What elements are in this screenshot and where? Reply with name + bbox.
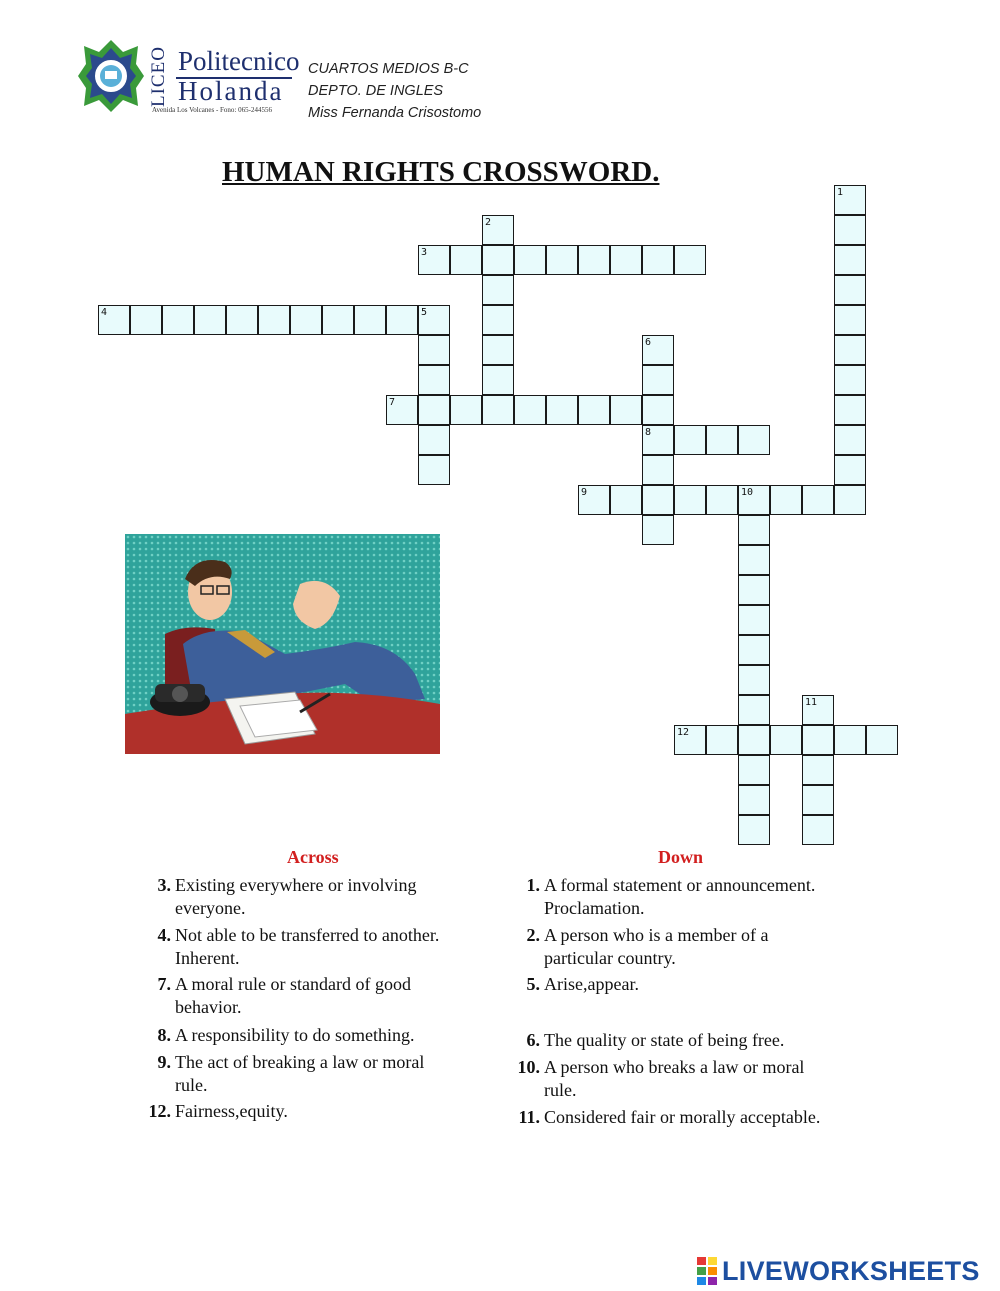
clue-number: 7. [157,974,171,994]
cell-number: 2 [485,217,492,228]
crossword-cell[interactable] [578,395,610,425]
logo-vertical-text: LICEO [148,46,169,108]
crossword-cell[interactable] [802,485,834,515]
crossword-cell[interactable] [418,305,450,335]
logo-name-line1: Politecnico [178,46,300,76]
crossword-cell[interactable] [802,815,834,845]
crossword-cell[interactable] [418,425,450,455]
logo-address: Avenida Los Volcanes - Fono: 065-244556 [152,106,272,114]
liveworksheets-logo-icon [697,1257,719,1285]
crossword-cell[interactable] [642,485,674,515]
clue-text: A person who breaks a law or moral [544,1057,805,1077]
crossword-cell[interactable] [482,365,514,395]
crossword-cell[interactable] [802,725,834,755]
crossword-cell[interactable] [578,485,610,515]
crossword-cell[interactable] [418,455,450,485]
crossword-cell[interactable] [482,395,514,425]
clue-text: Existing everywhere or involving [175,875,417,895]
crossword-cell[interactable] [450,245,482,275]
clue-text-continued: behavior. [175,997,242,1017]
crossword-cell[interactable] [130,305,162,335]
crossword-cell[interactable] [738,665,770,695]
cell-number: 9 [581,487,588,498]
crossword-cell[interactable] [98,305,130,335]
crossword-cell[interactable] [802,755,834,785]
clue-text-continued: rule. [175,1075,208,1095]
clue-number: 11. [518,1107,540,1127]
crossword-cell[interactable] [738,725,770,755]
crossword-cell[interactable] [834,305,866,335]
crossword-cell[interactable] [162,305,194,335]
crossword-cell[interactable] [706,485,738,515]
cell-number: 10 [741,487,754,498]
crossword-cell[interactable] [514,245,546,275]
clue-text: A responsibility to do something. [175,1025,415,1045]
crossword-cell[interactable] [610,395,642,425]
cell-number: 12 [677,727,690,738]
crossword-cell[interactable] [770,725,802,755]
crossword-cell[interactable] [322,305,354,335]
crossword-cell[interactable] [482,275,514,305]
clue-text-continued: Inherent. [175,948,240,968]
crossword-cell[interactable] [642,455,674,485]
crossword-cell[interactable] [802,695,834,725]
clue-number: 1. [526,875,540,895]
crossword-cell[interactable] [386,305,418,335]
down-heading: Down [658,847,704,867]
crossword-cell[interactable] [834,365,866,395]
crossword-cell[interactable] [642,365,674,395]
crossword-cell[interactable] [834,335,866,365]
crossword-cell[interactable] [194,305,226,335]
crossword-cell[interactable] [834,275,866,305]
crossword-cell[interactable] [258,305,290,335]
crossword-cell[interactable] [386,395,418,425]
crossword-cell[interactable] [674,485,706,515]
crossword-cell[interactable] [738,425,770,455]
school-emblem-icon [76,38,146,114]
crossword-cell[interactable] [834,185,866,215]
crossword-cell[interactable] [642,395,674,425]
crossword-cell[interactable] [834,455,866,485]
clue-number: 2. [526,925,540,945]
crossword-cell[interactable] [706,725,738,755]
crossword-cell[interactable] [418,365,450,395]
footer-brand [697,1255,980,1287]
clue-text: Considered fair or morally acceptable. [544,1107,821,1127]
logo-name-line2: Holanda [178,76,284,106]
crossword-cell[interactable] [418,245,450,275]
crossword-cell[interactable] [738,695,770,725]
crossword-cell[interactable] [610,485,642,515]
crossword-cell[interactable] [738,605,770,635]
crossword-cell[interactable] [546,395,578,425]
clue-text-continued: particular country. [544,948,676,968]
crossword-cell[interactable] [738,815,770,845]
crossword-cell[interactable] [770,485,802,515]
cell-number: 4 [101,307,108,318]
department-label: DEPTO. DE INGLES [308,83,444,99]
crossword-cell[interactable] [546,245,578,275]
crossword-cell[interactable] [482,215,514,245]
cell-number: 8 [645,427,652,438]
crossword-cell[interactable] [674,425,706,455]
clue-number: 8. [157,1025,171,1045]
crossword-cell[interactable] [738,515,770,545]
crossword-cell[interactable] [706,425,738,455]
cell-number: 11 [805,697,818,708]
crossword-cell[interactable] [610,245,642,275]
clue-number: 3. [157,875,171,895]
crossword-cell[interactable] [418,335,450,365]
crossword-cell[interactable] [418,395,450,425]
page-title: HUMAN RIGHTS CROSSWORD. [222,156,660,188]
clue-text: Fairness,equity. [175,1101,288,1121]
brand-name: LIVEWORKSHEETS [722,1255,980,1286]
crossword-cell[interactable] [866,725,898,755]
school-logo [76,36,298,120]
crossword-cell[interactable] [834,725,866,755]
crossword-cell[interactable] [482,245,514,275]
clue-text: A formal statement or announcement. [544,875,816,895]
clue-text-continued: everyone. [175,898,246,918]
crossword-cell[interactable] [738,635,770,665]
crossword-cell[interactable] [578,245,610,275]
crossword-cell[interactable] [738,755,770,785]
clue-number: 5. [526,974,540,994]
crossword-cell[interactable] [738,785,770,815]
crossword-cell[interactable] [450,395,482,425]
clue-text: The quality or state of being free. [544,1030,785,1050]
crossword-cell[interactable] [642,515,674,545]
clue-text: Arise,appear. [544,974,639,994]
crossword-cell[interactable] [674,245,706,275]
clue-number: 9. [157,1052,171,1072]
cell-number: 1 [837,187,844,198]
crossword-cell[interactable] [642,245,674,275]
clue-number: 6. [526,1030,540,1050]
crossword-cell[interactable] [834,245,866,275]
clue-text-continued: Proclamation. [544,898,645,918]
clue-text: A person who is a member of a [544,925,769,945]
crossword-cell[interactable] [642,425,674,455]
crossword-cell[interactable] [738,545,770,575]
cell-number: 7 [389,397,396,408]
crossword-cell[interactable] [674,725,706,755]
clue-text-continued: rule. [544,1080,577,1100]
crossword-cell[interactable] [802,785,834,815]
clue-number: 12. [148,1101,171,1121]
crossword-cell[interactable] [482,335,514,365]
crossword-cell[interactable] [834,485,866,515]
across-heading: Across [287,847,339,867]
clue-text: The act of breaking a law or moral [175,1052,425,1072]
crossword-cell[interactable] [290,305,322,335]
cell-number: 3 [421,247,428,258]
crossword-cell[interactable] [226,305,258,335]
crossword-cell[interactable] [642,335,674,365]
crossword-cell[interactable] [834,215,866,245]
cell-number: 6 [645,337,652,348]
crossword-cell[interactable] [738,485,770,515]
crossword-cell[interactable] [834,425,866,455]
clue-number: 10. [517,1057,540,1077]
teacher-label: Miss Fernanda Crisostomo [308,105,482,121]
businessman-illustration [125,534,440,754]
cell-number: 5 [421,307,428,318]
clue-text: Not able to be transferred to another. [175,925,440,945]
crossword-cell[interactable] [354,305,386,335]
crossword-cell[interactable] [482,305,514,335]
clue-number: 4. [157,925,171,945]
clue-text: A moral rule or standard of good [175,974,411,994]
crossword-cell[interactable] [738,575,770,605]
header-info [308,58,481,124]
crossword-cell[interactable] [514,395,546,425]
course-label: CUARTOS MEDIOS B-C [308,61,469,77]
crossword-cell[interactable] [834,395,866,425]
